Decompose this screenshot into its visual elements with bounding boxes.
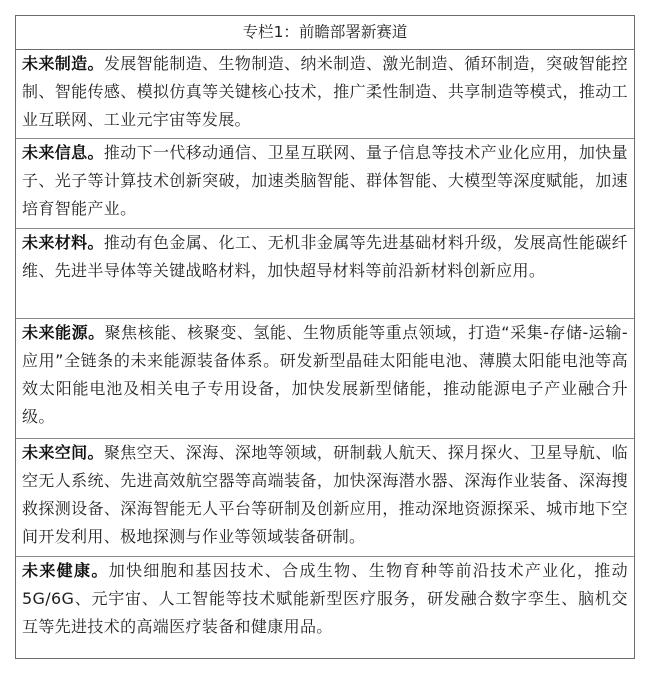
entry-heading: 未来材料。	[22, 233, 104, 252]
entry-text: 聚焦空天、深海、深地等领域，研制载人航天、探月探火、卫星导航、临空无人系统、先进高效航空器等高端装备，加快深海潜水器、深海作业装备、深海搜救探测设备、深海智能无人平台等研制及创新应用，推动深地资源探采、城市地下空间开发利用、极地探测与作业等领域装备研制。	[22, 443, 628, 546]
entry-future-space	[16, 439, 634, 557]
entry-text: 加快细胞和基因技术、合成生物、生物育种等前沿技术产业化，推动5G/6G、元宇宙、人工智能等技术赋能新型医疗服务，研发融合数字孪生、脑机交互等先进技术的高端医疗装备和健康用品。	[22, 561, 628, 636]
entry-heading: 未来制造。	[22, 54, 104, 73]
entry-text: 推动有色金属、化工、无机非金属等先进基础材料升级，发展高性能碳纤维、先进半导体等关键战略材料，加快超导材料等前沿新材料创新应用。	[22, 233, 628, 280]
entry-heading: 未来空间。	[22, 443, 104, 462]
entry-text: 推动下一代移动通信、卫星互联网、量子信息等技术产业化应用，加快量子、光子等计算技术创新突破，加速类脑智能、群体智能、大模型等深度赋能，加速培育智能产业。	[22, 143, 628, 218]
entry-future-materials	[16, 229, 634, 319]
entry-heading: 未来能源。	[22, 323, 105, 342]
entry-future-information	[16, 139, 634, 229]
entry-future-manufacturing	[16, 50, 634, 139]
box-title: 专栏1：前瞻部署新赛道	[16, 16, 634, 50]
entry-heading: 未来信息。	[22, 143, 104, 162]
entry-text: 发展智能制造、生物制造、纳米制造、激光制造、循环制造，突破智能控制、智能传感、模拟仿真等关键核心技术，推广柔性制造、共享制造等模式，推动工业互联网、工业元宇宙等发展。	[22, 54, 628, 129]
entry-text: 聚焦核能、核聚变、氢能、生物质能等重点领域，打造“采集-存储-运输-应用”全链条的未来能源装备体系。研发新型晶硅太阳能电池、薄膜太阳能电池等高效太阳能电池及相关电子专用设备，加快发展新型储能，推动能源电子产业融合升级。	[22, 323, 628, 426]
entry-future-health	[16, 557, 634, 657]
entry-future-energy	[16, 319, 634, 439]
column-box	[15, 15, 635, 659]
entry-heading: 未来健康。	[22, 561, 109, 580]
